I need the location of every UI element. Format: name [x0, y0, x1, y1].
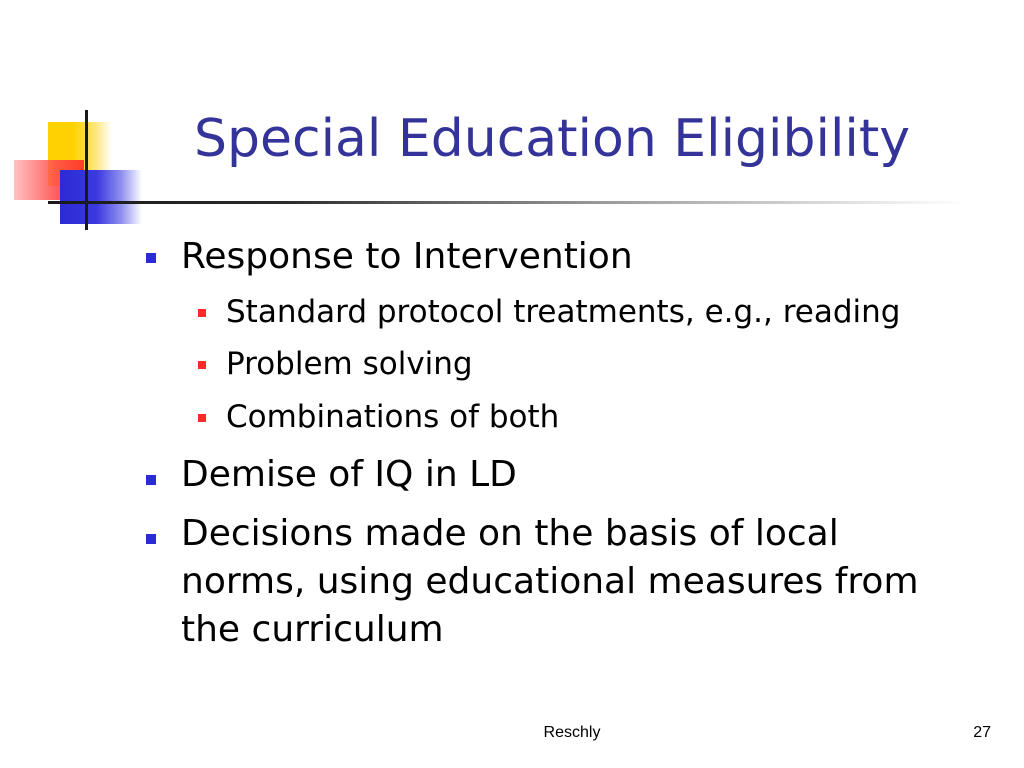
bullet-marker [146, 475, 156, 485]
sub-bullet-marker [198, 414, 206, 422]
page-number: 27 [973, 724, 991, 741]
sub-bullet-item: Standard protocol treatments, e.g., reading [226, 294, 901, 330]
footer-author: Reschly [543, 724, 601, 741]
sub-bullet-marker [198, 309, 206, 317]
bullet-item: Response to Intervention [181, 236, 633, 277]
bullet-marker [146, 253, 156, 263]
bullet-marker [146, 534, 156, 544]
sub-bullet-item: Combinations of both [226, 399, 560, 435]
sub-bullet-marker [198, 361, 206, 369]
bullet-item: Demise of IQ in LD [181, 454, 517, 495]
sub-bullet-item: Problem solving [226, 346, 473, 382]
slide-title: Special Education Eligibility [194, 109, 911, 169]
bullet-item: Decisions made on the basis of local norms, using educational measures from the curriculum [181, 513, 919, 650]
